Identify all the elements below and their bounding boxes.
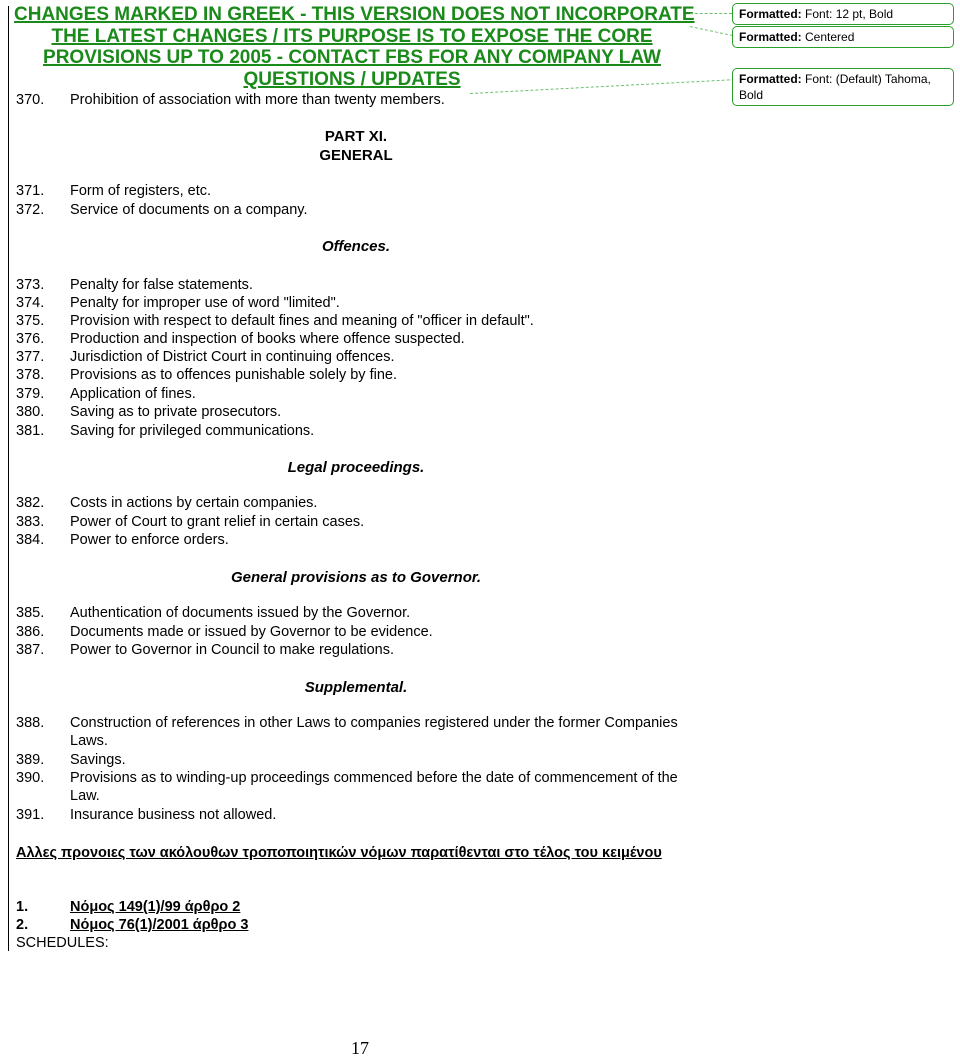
tracked-change-banner	[14, 4, 695, 90]
law-number: 2.	[16, 917, 29, 933]
comment-leader	[690, 13, 732, 15]
comment-leader	[690, 26, 733, 37]
format-comment[interactable]	[732, 26, 954, 48]
section-number: 376.	[16, 331, 45, 347]
format-comment[interactable]	[732, 68, 954, 106]
section-number: 378.	[16, 367, 45, 383]
law-reference	[16, 898, 416, 916]
law-title: Νόμος 76(1)/2001 άρθρο 3	[70, 917, 249, 933]
section-number: 387.	[16, 642, 45, 658]
section-number: 374.	[16, 295, 45, 311]
group-heading-legal: Legal proceedings.	[287, 459, 425, 476]
section-number: 383.	[16, 514, 45, 530]
section-title: Costs in actions by certain companies.	[70, 495, 318, 511]
section-number: 375.	[16, 313, 45, 329]
section-title: Power to enforce orders.	[70, 532, 229, 548]
page-number: 17	[351, 1038, 369, 1058]
section-number: 385.	[16, 605, 45, 621]
schedules-label: SCHEDULES:	[16, 935, 109, 951]
section-title: Penalty for improper use of word "limited".	[70, 295, 340, 311]
comment-label: Formatted:	[739, 7, 802, 21]
part-subtitle: GENERAL	[319, 147, 393, 164]
banner-line: PROVISIONS UP TO 2005 - CONTACT FBS FOR ANY COMPANY LAW	[43, 47, 661, 68]
comment-text: Font: (Default) Tahoma, Bold	[739, 72, 931, 102]
part-title: PART XI.	[324, 128, 388, 145]
comment-label: Formatted:	[739, 72, 802, 86]
format-comment[interactable]	[732, 3, 954, 25]
section-number: 388.	[16, 715, 45, 731]
section-title: Form of registers, etc.	[70, 183, 212, 199]
section-number: 379.	[16, 386, 45, 402]
amending-laws-note: Αλλες προνοιες των ακόλουθων τροποποιητικών νόμων παρατίθενται στο τέλος του κειμένου	[16, 845, 662, 861]
section-title: Documents made or issued by Governor to be evidence.	[70, 624, 433, 640]
section-title: Jurisdiction of District Court in continuing offences.	[70, 349, 395, 365]
section-title: Penalty for false statements.	[70, 277, 253, 293]
group-heading-offences: Offences.	[321, 238, 391, 255]
section-title: Construction of references in other Laws to companies registered under the former Companies Laws.	[70, 715, 678, 749]
banner-line: CHANGES MARKED IN GREEK - THIS VERSION DOES NOT INCORPORATE	[14, 4, 695, 25]
section-number: 391.	[16, 807, 45, 823]
section-title: Insurance business not allowed.	[70, 807, 277, 823]
law-title: Νόμος 149(1)/99 άρθρο 2	[70, 899, 241, 915]
section-number: 384.	[16, 532, 45, 548]
section-title: Power of Court to grant relief in certain cases.	[70, 514, 365, 530]
group-heading-supplemental: Supplemental.	[304, 679, 408, 696]
section-title: Authentication of documents issued by the Governor.	[70, 605, 411, 621]
section-title: Provisions as to offences punishable solely by fine.	[70, 367, 397, 383]
section-title: Savings.	[70, 752, 126, 768]
section-title: Saving as to private prosecutors.	[70, 404, 282, 420]
section-number: 380.	[16, 404, 45, 420]
section-title: Power to Governor in Council to make regulations.	[70, 642, 394, 658]
section-number: 386.	[16, 624, 45, 640]
law-reference	[16, 916, 416, 934]
section-title: Saving for privileged communications.	[70, 423, 315, 439]
comment-label: Formatted:	[739, 30, 802, 44]
section-number: 390.	[16, 770, 45, 786]
section-title: Provision with respect to default fines and meaning of "officer in default".	[70, 313, 534, 329]
banner-line: THE LATEST CHANGES / ITS PURPOSE IS TO EXPOSE THE CORE	[51, 25, 653, 47]
comment-text: Font: 12 pt, Bold	[805, 7, 894, 21]
section-title: Application of fines.	[70, 386, 196, 402]
banner-line: QUESTIONS / UPDATES	[243, 68, 461, 90]
comment-text: Centered	[805, 30, 855, 44]
section-title: Prohibition of association with more than twenty members.	[70, 92, 445, 108]
section-number: 382.	[16, 495, 45, 511]
section-title: Service of documents on a company.	[70, 202, 308, 218]
section-number: 373.	[16, 277, 45, 293]
section-number: 371.	[16, 183, 45, 199]
section-title: Provisions as to winding-up proceedings commenced before the date of commencement of the Law.	[70, 770, 678, 804]
section-number: 370.	[16, 92, 45, 108]
section-number: 389.	[16, 752, 45, 768]
section-number: 377.	[16, 349, 45, 365]
section-number: 381.	[16, 423, 45, 439]
change-bar	[8, 6, 9, 951]
group-heading-governor: General provisions as to Governor.	[230, 569, 482, 586]
law-number: 1.	[16, 899, 29, 915]
section-title: Production and inspection of books where offence suspected.	[70, 331, 465, 347]
section-number: 372.	[16, 202, 45, 218]
